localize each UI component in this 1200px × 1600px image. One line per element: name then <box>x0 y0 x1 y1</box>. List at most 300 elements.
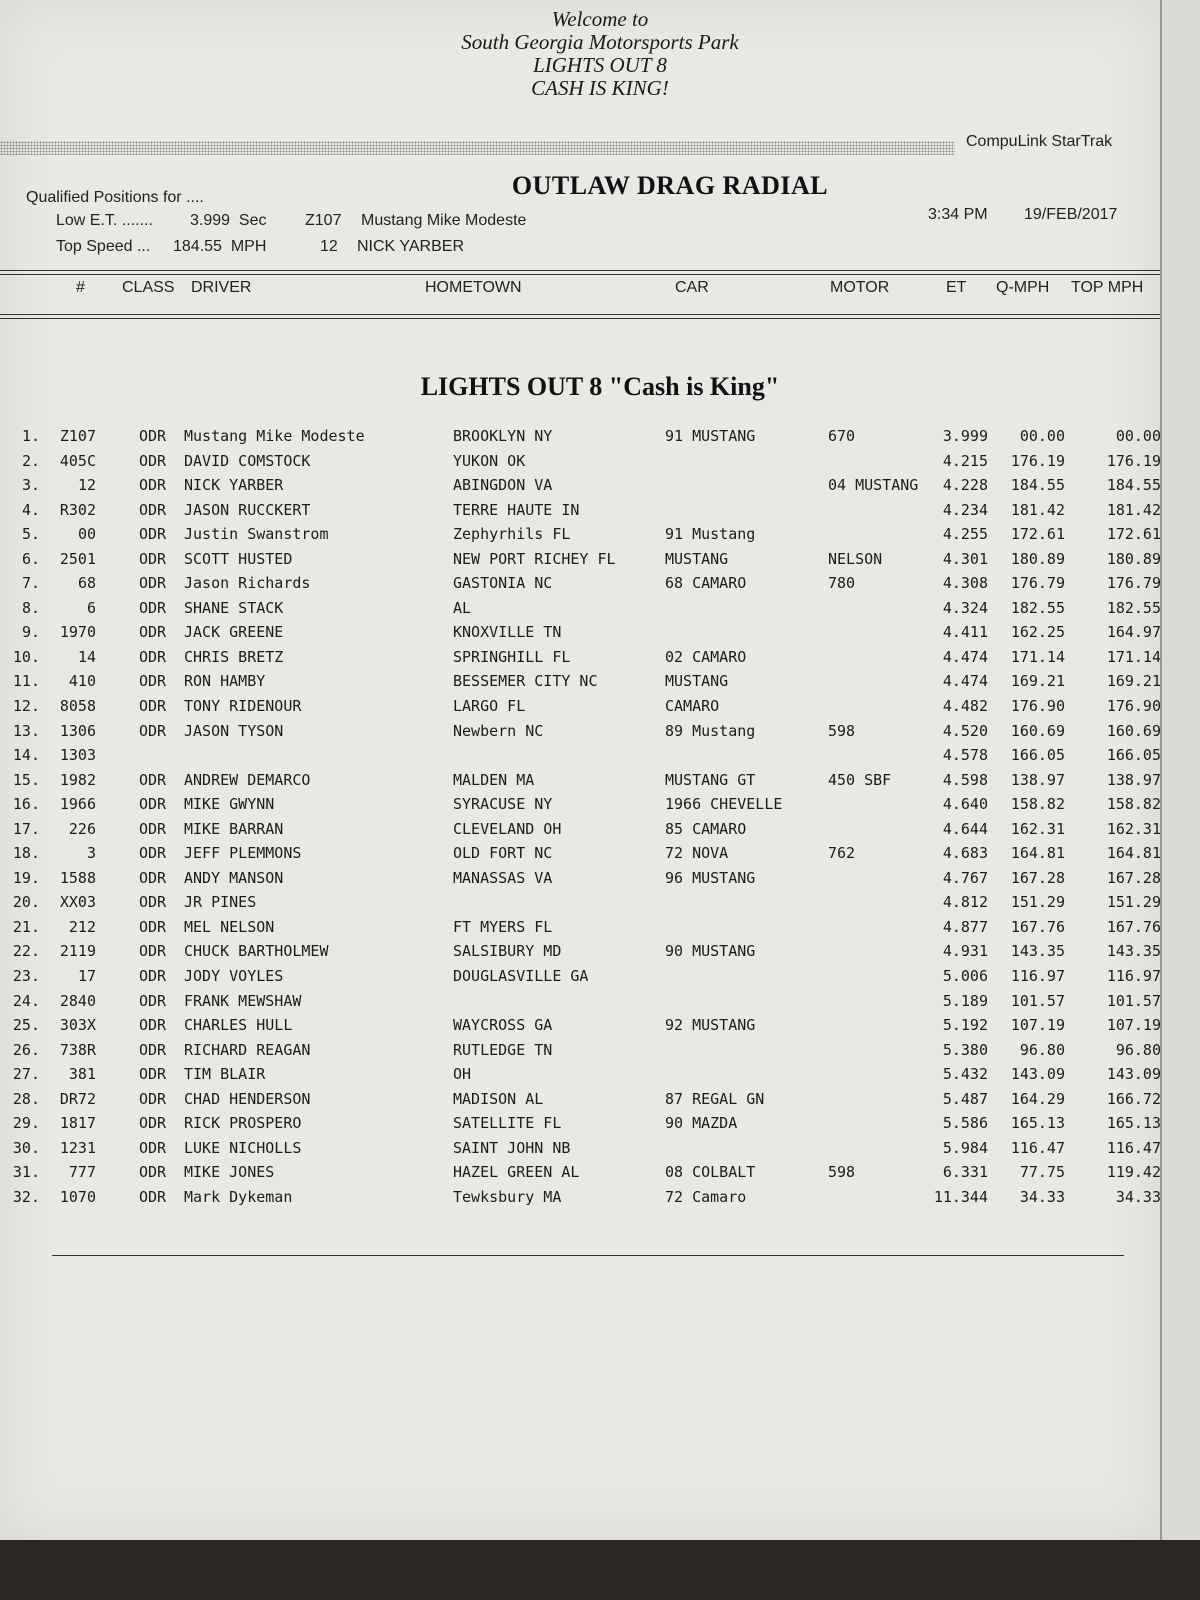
welcome-line: Welcome to <box>551 7 649 31</box>
driver-name: NICK YARBER <box>184 476 284 495</box>
elapsed-time: 4.931 <box>942 942 988 961</box>
hometown: MANASSAS VA <box>453 868 553 887</box>
table-row <box>0 450 1160 475</box>
results-table <box>0 425 1160 1211</box>
qualifying-mph: 176.19 <box>1010 451 1065 470</box>
table-row <box>0 572 1160 597</box>
row-position: 17. <box>12 819 40 838</box>
car-number: 1070 <box>59 1187 96 1206</box>
row-position: 28. <box>12 1089 40 1108</box>
class-code: ODR <box>139 427 167 445</box>
car-number: Z107 <box>59 427 96 445</box>
car-number: 68 <box>77 574 96 593</box>
qualifying-mph: 151.29 <box>1010 893 1065 912</box>
class-code: ODR <box>139 893 167 912</box>
col-class: CLASS <box>122 279 175 296</box>
row-position: 7. <box>21 574 40 593</box>
class-code: ODR <box>139 967 167 986</box>
class-code: ODR <box>139 1040 167 1059</box>
table-row <box>0 891 1160 916</box>
row-position: 25. <box>12 1016 40 1035</box>
class-code: ODR <box>139 623 167 642</box>
driver-name: Mustang Mike Modeste <box>184 427 365 445</box>
driver-name: JEFF PLEMMONS <box>184 844 302 863</box>
car-number: 1970 <box>59 623 96 642</box>
low-et-number: Z107 <box>305 212 342 229</box>
top-speed-value: 184.55 MPH <box>173 238 267 255</box>
top-speed-driver: NICK YARBER <box>357 238 464 255</box>
class-code: ODR <box>139 942 167 961</box>
qualifying-mph: 77.75 <box>1019 1163 1065 1182</box>
table-row <box>0 523 1160 548</box>
driver-name: DAVID COMSTOCK <box>184 451 311 470</box>
table-row <box>0 425 1160 450</box>
elapsed-time: 4.308 <box>942 574 988 593</box>
elapsed-time: 4.812 <box>942 893 988 912</box>
driver-name: RICK PROSPERO <box>184 1114 302 1133</box>
qualifying-mph: 107.19 <box>1010 1016 1065 1035</box>
class-title: OUTLAW DRAG RADIAL <box>511 171 829 200</box>
row-position: 18. <box>12 844 40 863</box>
driver-name: CHAD HENDERSON <box>184 1089 311 1108</box>
hometown: CLEVELAND OH <box>453 819 562 838</box>
car-number: 14 <box>77 647 96 666</box>
top-mph: 180.89 <box>1106 549 1161 568</box>
elapsed-time: 5.380 <box>942 1040 988 1059</box>
class-code: ODR <box>139 647 167 666</box>
table-row <box>0 990 1160 1015</box>
car-number: 1982 <box>59 770 96 789</box>
event-name: LIGHTS OUT 8 <box>533 53 667 77</box>
elapsed-time: 4.474 <box>942 672 988 691</box>
elapsed-time: 4.644 <box>942 819 988 838</box>
table-row <box>0 744 1160 769</box>
hometown: OH <box>453 1065 472 1084</box>
table-row <box>0 940 1160 965</box>
class-code: ODR <box>139 991 167 1010</box>
car-model: 90 MUSTANG <box>665 942 756 961</box>
qualifying-mph: 180.89 <box>1010 549 1065 568</box>
driver-name: RICHARD REAGAN <box>184 1040 311 1059</box>
motor: 598 <box>828 1163 856 1182</box>
elapsed-time: 5.487 <box>942 1089 988 1108</box>
qualifying-mph: 143.09 <box>1010 1065 1065 1084</box>
car-number: 12 <box>77 476 96 495</box>
table-row <box>0 621 1160 646</box>
table-end-rule <box>52 1255 1124 1256</box>
hometown: DOUGLASVILLE GA <box>453 967 589 986</box>
class-code: ODR <box>139 549 167 568</box>
driver-name: JR PINES <box>184 893 257 912</box>
low-et-value: 3.999 Sec <box>190 212 267 229</box>
driver-name: JODY VOYLES <box>184 967 284 986</box>
table-row <box>0 1039 1160 1064</box>
car-model: 92 MUSTANG <box>665 1016 756 1035</box>
qualifying-mph: 00.00 <box>1019 427 1065 445</box>
qualifying-mph: 172.61 <box>1010 525 1065 544</box>
top-mph: 176.90 <box>1106 697 1161 716</box>
top-mph: 151.29 <box>1106 893 1161 912</box>
car-number: 1966 <box>59 795 96 814</box>
row-position: 29. <box>12 1114 40 1133</box>
top-mph: 116.97 <box>1106 967 1161 986</box>
qualifying-mph: 184.55 <box>1010 476 1065 495</box>
top-mph: 176.19 <box>1106 451 1161 470</box>
col-motor: MOTOR <box>830 279 890 296</box>
top-mph: 166.05 <box>1106 746 1161 765</box>
hometown: MALDEN MA <box>453 770 535 789</box>
table-row <box>0 695 1160 720</box>
class-code: ODR <box>139 917 167 936</box>
driver-name: ANDREW DEMARCO <box>184 770 311 789</box>
qualifying-mph: 116.47 <box>1010 1138 1065 1157</box>
elapsed-time: 11.344 <box>933 1187 988 1206</box>
car-model: 08 COLBALT <box>665 1163 756 1182</box>
top-speed-label: Top Speed ... <box>56 238 151 255</box>
qualifying-mph: 171.14 <box>1010 647 1065 666</box>
top-mph: 171.14 <box>1106 647 1161 666</box>
car-model: 91 MUSTANG <box>665 427 756 445</box>
hometown: ABINGDON VA <box>453 476 553 495</box>
elapsed-time: 5.432 <box>942 1065 988 1084</box>
class-code: ODR <box>139 770 167 789</box>
class-code: ODR <box>139 1065 167 1084</box>
class-code: ODR <box>139 574 167 593</box>
col-number: # <box>76 279 85 296</box>
driver-name: MIKE JONES <box>184 1163 275 1182</box>
car-model: MUSTANG <box>665 672 729 691</box>
car-model: 90 MAZDA <box>665 1114 738 1133</box>
class-code: ODR <box>139 1138 167 1157</box>
car-number: 777 <box>68 1163 96 1182</box>
elapsed-time: 4.482 <box>942 697 988 716</box>
car-model: 1966 CHEVELLE <box>665 795 783 814</box>
motor: 450 SBF <box>828 770 892 789</box>
qualifying-mph: 143.35 <box>1010 942 1065 961</box>
driver-name: TIM BLAIR <box>184 1065 266 1084</box>
header-rule-top-2 <box>0 274 1160 275</box>
hometown: HAZEL GREEN AL <box>453 1163 580 1182</box>
class-code: ODR <box>139 844 167 863</box>
row-position: 26. <box>12 1040 40 1059</box>
class-code: ODR <box>139 721 167 740</box>
table-row <box>0 965 1160 990</box>
row-position: 32. <box>12 1187 40 1206</box>
top-mph: 162.31 <box>1106 819 1161 838</box>
class-code: ODR <box>139 1089 167 1108</box>
qualifying-mph: 181.42 <box>1010 500 1065 519</box>
driver-name: CHARLES HULL <box>184 1016 293 1035</box>
elapsed-time: 4.683 <box>942 844 988 863</box>
driver-name: LUKE NICHOLLS <box>184 1138 302 1157</box>
class-code: ODR <box>139 525 167 544</box>
car-model: MUSTANG <box>665 549 729 568</box>
top-mph: 160.69 <box>1106 721 1161 740</box>
row-position: 16. <box>12 795 40 814</box>
motor: 762 <box>828 844 856 863</box>
top-mph: 143.09 <box>1106 1065 1161 1084</box>
header-rule-top <box>0 270 1160 271</box>
car-model: 91 Mustang <box>665 525 756 544</box>
qualifying-mph: 96.80 <box>1019 1040 1065 1059</box>
hometown: GASTONIA NC <box>453 574 553 593</box>
row-position: 19. <box>12 868 40 887</box>
qualifying-mph: 164.29 <box>1010 1089 1065 1108</box>
table-row <box>0 720 1160 745</box>
top-mph: 138.97 <box>1106 770 1161 789</box>
hometown: SPRINGHILL FL <box>453 647 571 666</box>
top-mph: 164.97 <box>1106 623 1161 642</box>
report-time: 3:34 PM <box>928 206 988 223</box>
elapsed-time: 5.192 <box>942 1016 988 1035</box>
top-mph: 107.19 <box>1106 1016 1161 1035</box>
class-code: ODR <box>139 476 167 495</box>
row-position: 20. <box>12 893 40 912</box>
qualifying-mph: 116.97 <box>1010 967 1065 986</box>
car-number: 405C <box>59 451 96 470</box>
driver-name: SHANE STACK <box>184 598 284 617</box>
driver-name: RON HAMBY <box>184 672 266 691</box>
driver-name: Justin Swanstrom <box>184 525 329 544</box>
table-row <box>0 1161 1160 1186</box>
row-position: 10. <box>12 647 40 666</box>
car-number: 1306 <box>59 721 96 740</box>
elapsed-time: 6.331 <box>942 1163 988 1182</box>
elapsed-time: 4.474 <box>942 647 988 666</box>
top-mph: 34.33 <box>1115 1187 1161 1206</box>
elapsed-time: 5.189 <box>942 991 988 1010</box>
top-mph: 184.55 <box>1106 476 1161 495</box>
hometown: YUKON OK <box>453 451 526 470</box>
car-number: 738R <box>59 1040 96 1059</box>
table-row <box>0 646 1160 671</box>
background-surface <box>0 1540 1200 1600</box>
elapsed-time: 4.215 <box>942 451 988 470</box>
table-row <box>0 916 1160 941</box>
class-code: ODR <box>139 1187 167 1206</box>
table-row <box>0 793 1160 818</box>
car-number: 17 <box>77 967 96 986</box>
car-number: 3 <box>86 844 96 863</box>
table-row <box>0 1014 1160 1039</box>
top-mph: 167.28 <box>1106 868 1161 887</box>
class-code: ODR <box>139 697 167 716</box>
class-code: ODR <box>139 1163 167 1182</box>
top-speed-number: 12 <box>320 238 338 255</box>
qualifying-mph: 162.25 <box>1010 623 1065 642</box>
elapsed-time: 5.984 <box>942 1138 988 1157</box>
top-mph: 172.61 <box>1106 525 1161 544</box>
table-row <box>0 670 1160 695</box>
table-row <box>0 867 1160 892</box>
car-model: 72 NOVA <box>665 844 729 863</box>
col-hometown: HOMETOWN <box>425 279 522 296</box>
top-mph: 181.42 <box>1106 500 1161 519</box>
car-model: MUSTANG GT <box>665 770 756 789</box>
top-mph: 116.47 <box>1106 1138 1161 1157</box>
table-row <box>0 1186 1160 1211</box>
hometown: KNOXVILLE TN <box>453 623 562 642</box>
elapsed-time: 4.598 <box>942 770 988 789</box>
elapsed-time: 4.520 <box>942 721 988 740</box>
event-tagline: CASH IS KING! <box>531 76 669 100</box>
hometown: Newbern NC <box>453 721 544 740</box>
qualifying-mph: 160.69 <box>1010 721 1065 740</box>
low-et-driver: Mustang Mike Modeste <box>361 212 527 229</box>
qualifying-mph: 167.76 <box>1010 917 1065 936</box>
qualifying-mph: 182.55 <box>1010 598 1065 617</box>
col-et: ET <box>946 279 967 296</box>
low-et-label: Low E.T. ....... <box>56 212 153 229</box>
motor: 598 <box>828 721 856 740</box>
hometown: BESSEMER CITY NC <box>453 672 598 691</box>
hometown: AL <box>453 598 472 617</box>
qualifying-mph: 164.81 <box>1010 844 1065 863</box>
class-code: ODR <box>139 819 167 838</box>
hometown: MADISON AL <box>453 1089 544 1108</box>
driver-name: JACK GREENE <box>184 623 284 642</box>
table-row <box>0 818 1160 843</box>
qualifying-mph: 162.31 <box>1010 819 1065 838</box>
car-model: 72 Camaro <box>665 1187 747 1206</box>
hometown: RUTLEDGE TN <box>453 1040 553 1059</box>
row-position: 11. <box>12 672 40 691</box>
driver-name: TONY RIDENOUR <box>184 697 302 716</box>
row-position: 1. <box>21 427 40 445</box>
elapsed-time: 4.411 <box>942 623 988 642</box>
car-model: 87 REGAL GN <box>665 1089 765 1108</box>
top-mph: 165.13 <box>1106 1114 1161 1133</box>
report-date: 19/FEB/2017 <box>1024 206 1118 223</box>
driver-name: ANDY MANSON <box>184 868 284 887</box>
top-mph: 164.81 <box>1106 844 1161 863</box>
table-row <box>0 548 1160 573</box>
welcome-header <box>0 8 1200 100</box>
top-mph: 166.72 <box>1106 1089 1161 1108</box>
table-row <box>0 842 1160 867</box>
row-position: 8. <box>21 598 40 617</box>
driver-name: CHRIS BRETZ <box>184 647 284 666</box>
top-mph: 00.00 <box>1115 427 1161 445</box>
class-code: ODR <box>139 672 167 691</box>
class-code: ODR <box>139 1114 167 1133</box>
driver-name: FRANK MEWSHAW <box>184 991 302 1010</box>
car-number: 00 <box>77 525 96 544</box>
row-position: 22. <box>12 942 40 961</box>
car-number: 2840 <box>59 991 96 1010</box>
row-position: 9. <box>21 623 40 642</box>
top-mph: 167.76 <box>1106 917 1161 936</box>
car-number: 1231 <box>59 1138 96 1157</box>
car-number: 2119 <box>59 942 96 961</box>
table-row <box>0 1137 1160 1162</box>
top-mph: 143.35 <box>1106 942 1161 961</box>
car-model: 85 CAMARO <box>665 819 747 838</box>
qualifying-mph: 101.57 <box>1010 991 1065 1010</box>
row-position: 15. <box>12 770 40 789</box>
row-position: 14. <box>12 746 40 765</box>
car-model: 96 MUSTANG <box>665 868 756 887</box>
table-row <box>0 1088 1160 1113</box>
car-number: 8058 <box>59 697 96 716</box>
driver-name: JASON TYSON <box>184 721 284 740</box>
qualifying-mph: 167.28 <box>1010 868 1065 887</box>
hometown: TERRE HAUTE IN <box>453 500 580 519</box>
top-mph: 182.55 <box>1106 598 1161 617</box>
qualifying-mph: 138.97 <box>1010 770 1065 789</box>
row-position: 24. <box>12 991 40 1010</box>
header-rule-bottom-2 <box>0 318 1160 319</box>
hometown: SAINT JOHN NB <box>453 1138 571 1157</box>
table-row <box>0 474 1160 499</box>
car-number: 212 <box>68 917 96 936</box>
row-position: 31. <box>12 1163 40 1182</box>
row-position: 4. <box>21 500 40 519</box>
elapsed-time: 4.234 <box>942 500 988 519</box>
car-number: 6 <box>86 598 96 617</box>
driver-name: JASON RUCCKERT <box>184 500 311 519</box>
car-number: 226 <box>68 819 96 838</box>
top-mph: 158.82 <box>1106 795 1161 814</box>
motor: 04 MUSTANG <box>828 476 919 495</box>
elapsed-time: 4.228 <box>942 476 988 495</box>
row-position: 13. <box>12 721 40 740</box>
car-model: 02 CAMARO <box>665 647 747 666</box>
elapsed-time: 4.877 <box>942 917 988 936</box>
elapsed-time: 3.999 <box>942 427 988 445</box>
row-position: 12. <box>12 697 40 716</box>
col-qmph: Q-MPH <box>996 279 1050 296</box>
qualifying-mph: 165.13 <box>1010 1114 1065 1133</box>
driver-name: Jason Richards <box>184 574 311 593</box>
motor: 670 <box>828 427 856 445</box>
driver-name: MIKE BARRAN <box>184 819 284 838</box>
top-mph: 96.80 <box>1115 1040 1161 1059</box>
qualifying-mph: 166.05 <box>1010 746 1065 765</box>
elapsed-time: 4.578 <box>942 746 988 765</box>
class-code: ODR <box>139 868 167 887</box>
row-position: 23. <box>12 967 40 986</box>
hometown: WAYCROSS GA <box>453 1016 553 1035</box>
car-model: CAMARO <box>665 697 720 716</box>
qualifying-mph: 34.33 <box>1019 1187 1065 1206</box>
car-number: XX03 <box>59 893 96 912</box>
top-mph: 119.42 <box>1106 1163 1161 1182</box>
car-number: 303X <box>59 1016 96 1035</box>
row-position: 21. <box>12 917 40 936</box>
elapsed-time: 4.767 <box>942 868 988 887</box>
timing-system-brand: CompuLink StarTrak <box>966 133 1113 150</box>
class-code: ODR <box>139 451 167 470</box>
col-top-mph: TOP MPH <box>1071 279 1144 296</box>
qualifying-mph: 176.90 <box>1010 697 1065 716</box>
car-number: 1303 <box>59 746 96 765</box>
class-code: ODR <box>139 500 167 519</box>
car-model: 68 CAMARO <box>665 574 747 593</box>
table-row <box>0 1112 1160 1137</box>
row-position: 30. <box>12 1138 40 1157</box>
hometown: OLD FORT NC <box>453 844 553 863</box>
row-position: 2. <box>21 451 40 470</box>
qualifying-mph: 158.82 <box>1010 795 1065 814</box>
qualified-label: Qualified Positions for .... <box>26 189 204 206</box>
table-row <box>0 597 1160 622</box>
driver-name: MIKE GWYNN <box>184 795 275 814</box>
car-number: 381 <box>68 1065 96 1084</box>
sheet-edge <box>1160 0 1200 1540</box>
car-number: DR72 <box>59 1089 96 1108</box>
driver-name: MEL NELSON <box>184 917 275 936</box>
